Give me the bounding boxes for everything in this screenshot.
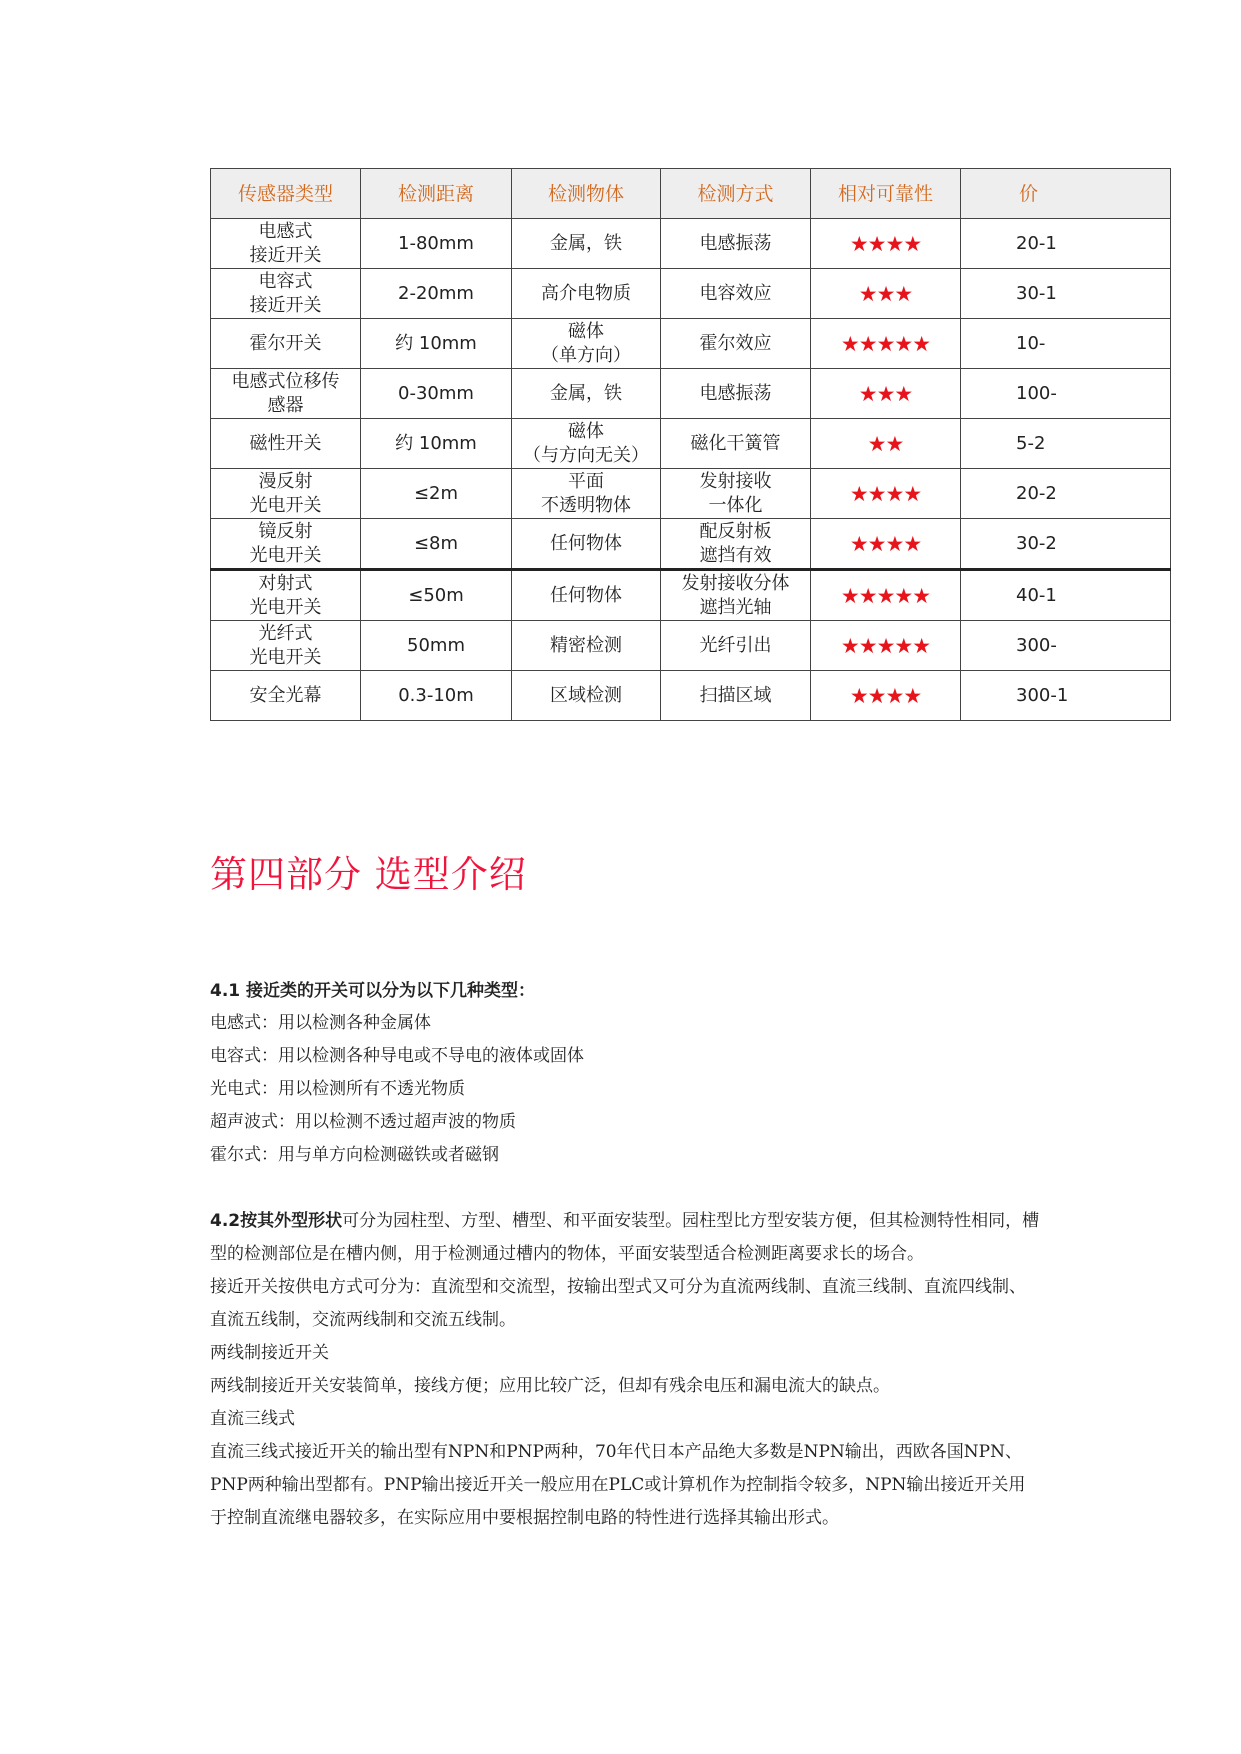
- cell-method: [661, 419, 811, 469]
- cell-method-line: 电感振荡: [699, 382, 772, 404]
- cell-object-line: 金属，铁: [550, 382, 622, 404]
- cell-reliability: ★★★★: [811, 519, 961, 570]
- cell-object: [512, 269, 661, 319]
- cell-method-line: 配反射板: [699, 520, 772, 542]
- cell-distance: 50mm: [361, 621, 512, 671]
- cell-method: [661, 469, 811, 519]
- cell-method-line: 发射接收分体: [681, 572, 790, 594]
- cell-sensor-type-line: 接近开关: [249, 294, 322, 316]
- cell-sensor-type-line: 光电开关: [249, 646, 322, 668]
- list-item: 电感式：用以检测各种金属体: [210, 1013, 431, 1033]
- cell-reliability: ★★★★★: [811, 621, 961, 671]
- cell-sensor-type-line: 光电开关: [249, 544, 322, 566]
- cell-distance: ≤50m: [361, 570, 512, 621]
- cell-object: [512, 469, 661, 519]
- cell-object: [512, 369, 661, 419]
- cell-reliability: ★★★: [811, 269, 961, 319]
- cell-distance: 0.3-10m: [361, 671, 512, 721]
- table-row: [211, 369, 1171, 419]
- cell-reliability: ★★: [811, 419, 961, 469]
- table-row: [211, 519, 1171, 570]
- header-method: 检测方式: [661, 169, 811, 219]
- cell-object: [512, 419, 661, 469]
- cell-reliability: ★★★★★: [811, 570, 961, 621]
- cell-sensor-type-line: 电感式: [258, 220, 313, 242]
- section-4-2-paragraph: [210, 1205, 1040, 1271]
- cell-method: [661, 570, 811, 621]
- cell-sensor-type: [211, 519, 361, 570]
- list-item: 电容式：用以检测各种导电或不导电的液体或固体: [210, 1046, 584, 1066]
- cell-object-line: 区域检测: [550, 684, 622, 706]
- header-object: 检测物体: [512, 169, 661, 219]
- cell-sensor-type: [211, 219, 361, 269]
- cell-price: 20-1: [961, 219, 1171, 269]
- cell-object-line: 精密检测: [550, 634, 622, 656]
- cell-object-line: 任何物体: [550, 532, 622, 554]
- cell-sensor-type-line: 电感式位移传: [231, 370, 340, 392]
- cell-method-line: 发射接收: [699, 470, 772, 492]
- cell-sensor-type: [211, 621, 361, 671]
- two-wire-heading: 两线制接近开关: [210, 1343, 329, 1363]
- cell-sensor-type-line: 光电开关: [249, 596, 322, 618]
- table-row: [211, 621, 1171, 671]
- two-wire-paragraph: 两线制接近开关安装简单，接线方便；应用比较广泛，但却有残余电压和漏电流大的缺点。: [210, 1376, 890, 1396]
- cell-method: [661, 319, 811, 369]
- cell-sensor-type-line: 安全光幕: [249, 684, 322, 706]
- list-item: 霍尔式：用与单方向检测磁铁或者磁钢: [210, 1145, 499, 1165]
- cell-sensor-type-line: 漫反射: [258, 470, 313, 492]
- three-wire-paragraph: 直流三线式接近开关的输出型有NPN和PNP两种，70年代日本产品绝大多数是NPN输出，西欧各国NPN、PNP两种输出型都有。PNP输出接近开关一般应用在PLC或计算机作为控制指令较多，NPN输出接近开关用于控制直流继电器较多，在实际应用中要根据控制电路的特性进行选择其输出形式。: [210, 1442, 1026, 1528]
- header-reliability: 相对可靠性: [811, 169, 961, 219]
- cell-distance: 约 10mm: [361, 419, 512, 469]
- cell-method: [661, 219, 811, 269]
- table-header-row: [211, 169, 1171, 219]
- cell-price: 20-2: [961, 469, 1171, 519]
- table-row: [211, 319, 1171, 369]
- cell-sensor-type-line: 光电开关: [249, 494, 322, 516]
- header-distance: 检测距离: [361, 169, 512, 219]
- cell-object-line: 磁体: [568, 420, 604, 442]
- section-4-1-list: [210, 1007, 1040, 1172]
- cell-price: 10-: [961, 319, 1171, 369]
- cell-sensor-type: [211, 469, 361, 519]
- sensor-comparison-table: [210, 168, 1171, 721]
- cell-method: [661, 269, 811, 319]
- cell-reliability: ★★★★★: [811, 319, 961, 369]
- cell-method-line: 电感振荡: [699, 232, 772, 254]
- cell-object: [512, 519, 661, 570]
- cell-sensor-type: [211, 671, 361, 721]
- cell-method: [661, 369, 811, 419]
- cell-sensor-type-line: 镜反射: [258, 520, 313, 542]
- cell-distance: 0-30mm: [361, 369, 512, 419]
- cell-sensor-type: [211, 269, 361, 319]
- power-supply-paragraph: 接近开关按供电方式可分为：直流型和交流型，按输出型式又可分为直流两线制、直流三线制、直流四线制、直流五线制，交流两线制和交流五线制。: [210, 1277, 1026, 1330]
- table-row: [211, 570, 1171, 621]
- cell-method-line: 遮挡光轴: [699, 596, 772, 618]
- cell-sensor-type-line: 霍尔开关: [249, 332, 322, 354]
- cell-object-line: 金属，铁: [550, 232, 622, 254]
- sensor-comparison-table-image: [210, 168, 1069, 723]
- cell-price: 30-2: [961, 519, 1171, 570]
- cell-distance: 1-80mm: [361, 219, 512, 269]
- cell-method: [661, 519, 811, 570]
- cell-sensor-type-line: 接近开关: [249, 244, 322, 266]
- cell-price: 5-2: [961, 419, 1171, 469]
- cell-object: [512, 219, 661, 269]
- cell-reliability: ★★★: [811, 369, 961, 419]
- section-4-1-heading: 4.1 接近类的开关可以分为以下几种类型：: [210, 981, 536, 1001]
- three-wire-heading: 直流三线式: [210, 1409, 295, 1429]
- cell-object-line: 平面: [568, 470, 604, 492]
- header-price: 价: [961, 169, 1171, 219]
- cell-sensor-type-line: 电容式: [258, 270, 313, 292]
- cell-object-line: 高介电物质: [541, 282, 631, 304]
- header-sensor-type: 传感器类型: [211, 169, 361, 219]
- cell-method: [661, 671, 811, 721]
- cell-object: [512, 621, 661, 671]
- table-row: [211, 469, 1171, 519]
- cell-reliability: ★★★★: [811, 469, 961, 519]
- cell-price: 100-: [961, 369, 1171, 419]
- cell-price: 300-: [961, 621, 1171, 671]
- cell-object: [512, 671, 661, 721]
- list-item: 光电式：用以检测所有不透光物质: [210, 1079, 465, 1099]
- table-row: [211, 219, 1171, 269]
- cell-object: [512, 319, 661, 369]
- section-4-2: [210, 1205, 1040, 1535]
- cell-method-line: 霍尔效应: [699, 332, 772, 354]
- cell-sensor-type: [211, 369, 361, 419]
- section-4-2-lead: 4.2按其外型形状: [210, 1211, 343, 1231]
- table-row: [211, 269, 1171, 319]
- cell-method-line: 光纤引出: [699, 634, 772, 656]
- section-4-2-text: 可分为园柱型、方型、槽型、和平面安装型。园柱型比方型安装方便，但其检测特性相同，槽型的检测部位是在槽内侧，用于检测通过槽内的物体，平面安装型适合检测距离要求长的场合。: [210, 1211, 1040, 1264]
- cell-object-line: （与方向无关）: [523, 444, 649, 466]
- cell-price: 30-1: [961, 269, 1171, 319]
- cell-method-line: 磁化干簧管: [690, 432, 781, 454]
- cell-method: [661, 621, 811, 671]
- cell-sensor-type-line: 感器: [267, 394, 304, 416]
- cell-distance: 2-20mm: [361, 269, 512, 319]
- table-row: [211, 419, 1171, 469]
- cell-distance: ≤8m: [361, 519, 512, 570]
- cell-object-line: 任何物体: [550, 584, 622, 606]
- cell-sensor-type-line: 光纤式: [258, 622, 313, 644]
- cell-reliability: ★★★★: [811, 671, 961, 721]
- cell-reliability: ★★★★: [811, 219, 961, 269]
- list-item: 超声波式：用以检测不透过超声波的物质: [210, 1112, 516, 1132]
- cell-sensor-type-line: 磁性开关: [249, 432, 322, 454]
- cell-object-line: 不透明物体: [541, 494, 631, 516]
- cell-sensor-type: [211, 419, 361, 469]
- cell-price: 300-1: [961, 671, 1171, 721]
- cell-price: 40-1: [961, 570, 1171, 621]
- cell-object: [512, 570, 661, 621]
- cell-method-line: 遮挡有效: [699, 544, 772, 566]
- cell-method-line: 电容效应: [699, 282, 772, 304]
- cell-method-line: 一体化: [708, 494, 763, 516]
- cell-distance: ≤2m: [361, 469, 512, 519]
- table-row: [211, 671, 1171, 721]
- cell-distance: 约 10mm: [361, 319, 512, 369]
- cell-sensor-type-line: 对射式: [258, 572, 313, 594]
- cell-method-line: 扫描区域: [699, 684, 772, 706]
- section-title: 第四部分 选型介绍: [210, 853, 527, 896]
- cell-object-line: （单方向）: [541, 344, 631, 366]
- cell-sensor-type: [211, 319, 361, 369]
- cell-object-line: 磁体: [568, 320, 604, 342]
- cell-sensor-type: [211, 570, 361, 621]
